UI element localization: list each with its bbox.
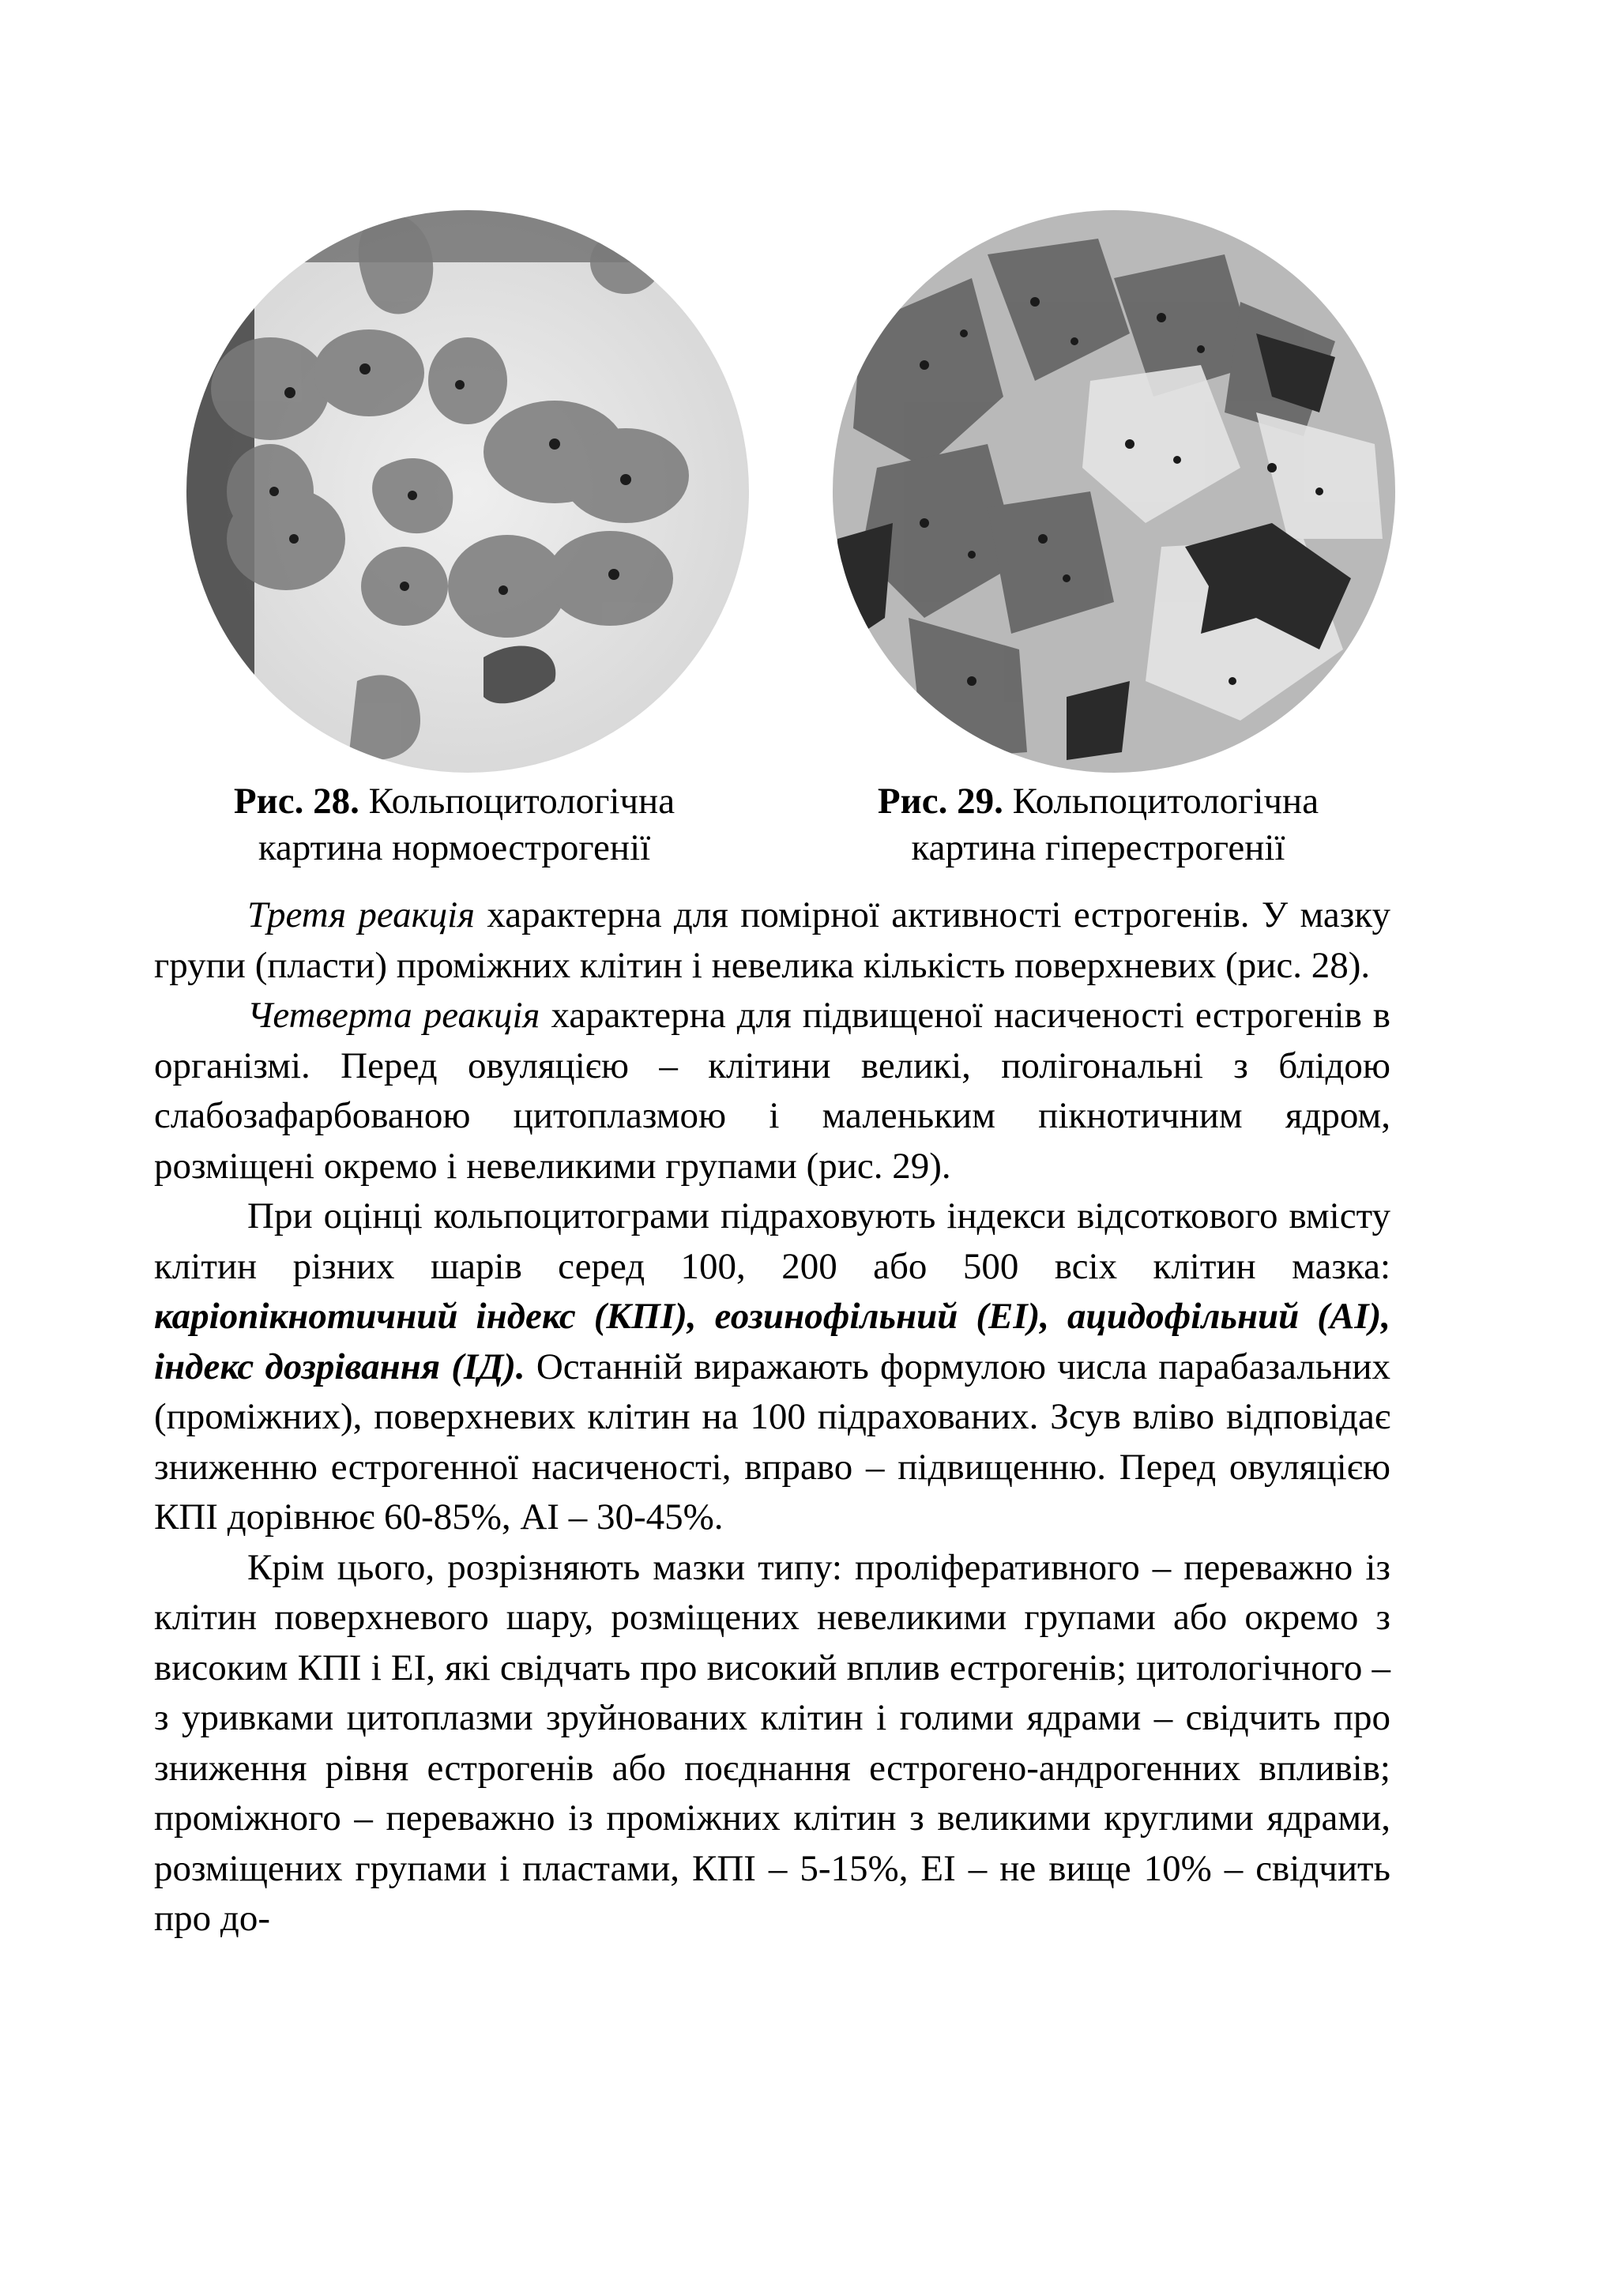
- paragraph-third-reaction: [154, 890, 1390, 991]
- figure-29-label: Рис. 29.: [877, 781, 1003, 822]
- paragraph-fourth-reaction: [154, 991, 1390, 1191]
- figure-29-caption: [798, 778, 1398, 871]
- figure-28-micrograph: [183, 207, 752, 776]
- figure-29-micrograph: [830, 207, 1398, 776]
- paragraph-smear-types: [154, 1543, 1390, 1944]
- paragraph-indices: [154, 1191, 1390, 1543]
- paragraph-indices-after: Останній виражають формулою числа парабазальних (проміжних), поверхневих клітин на 100 підрахованих. Зсув вліво відповідає зниженню естрогенної насиченості, вправо – підвищенню. Перед овуляцією КПІ дорівнює 60-85%, АІ – 30-45%.: [154, 1346, 1390, 1538]
- term-fourth-reaction: Четверта реакція: [247, 995, 540, 1036]
- figure-28-caption-line1: Кольпоцитологічна: [368, 781, 675, 822]
- term-third-reaction: Третя реакція: [247, 894, 476, 935]
- figure-29-caption-line2: картина гіперестрогенії: [911, 827, 1285, 868]
- figure-28-caption-line2: картина нормоестрогенії: [258, 827, 651, 868]
- micrograph-normoestrogenia: [183, 207, 752, 776]
- figure-28-label: Рис. 28.: [233, 781, 359, 822]
- body-text: [154, 890, 1390, 1944]
- paragraph-indices-before: При оцінці кольпоцитограми підраховують індекси відсоткового вмісту клітин різних шарів серед 100, 200 або 500 всіх клітин мазка:: [154, 1195, 1390, 1287]
- paragraph-smear-types-text: Крім цього, розрізняють мазки типу: проліферативного – переважно із клітин поверхневого шару, розміщених невеликими групами або окремо з високим КПІ і ЕІ, які свідчать про високий вплив естрогенів; цитологічного – з уривками цитоплазми зруйнованих клітин і голими ядрами – свідчить про зниження рівня естрогенів або поєднання естрогено-андрогенних впливів; проміжного – переважно із проміжних клітин з великими круглими ядрами, розміщених групами і пластами, КПІ – 5-15%, ЕІ – не вище 10% – свідчить про до-: [154, 1546, 1390, 1939]
- indices-terms: каріопікнотичний індекс (КПІ), еозинофільний (ЕІ), ацидофільний (АІ), індекс дозрівання (ІД).: [154, 1296, 1390, 1387]
- figure-29-caption-line1: Кольпоцитологічна: [1012, 781, 1319, 822]
- micrograph-hyperestrogenia: [830, 207, 1398, 776]
- figure-28-caption: [154, 778, 754, 871]
- paragraph-third-reaction-text: характерна для помірної активності естрогенів. У мазку групи (пласти) проміжних клітин і невелика кількість поверхневих (рис. 28).: [154, 894, 1390, 986]
- paragraph-fourth-reaction-text: характерна для підвищеної насиченості естрогенів в організмі. Перед овуляцією – клітини великі, полігональні з блідою слабозафарбованою цитоплазмою і маленьким пікнотичним ядром, розміщені окремо і невеликими групами (рис. 29).: [154, 995, 1391, 1187]
